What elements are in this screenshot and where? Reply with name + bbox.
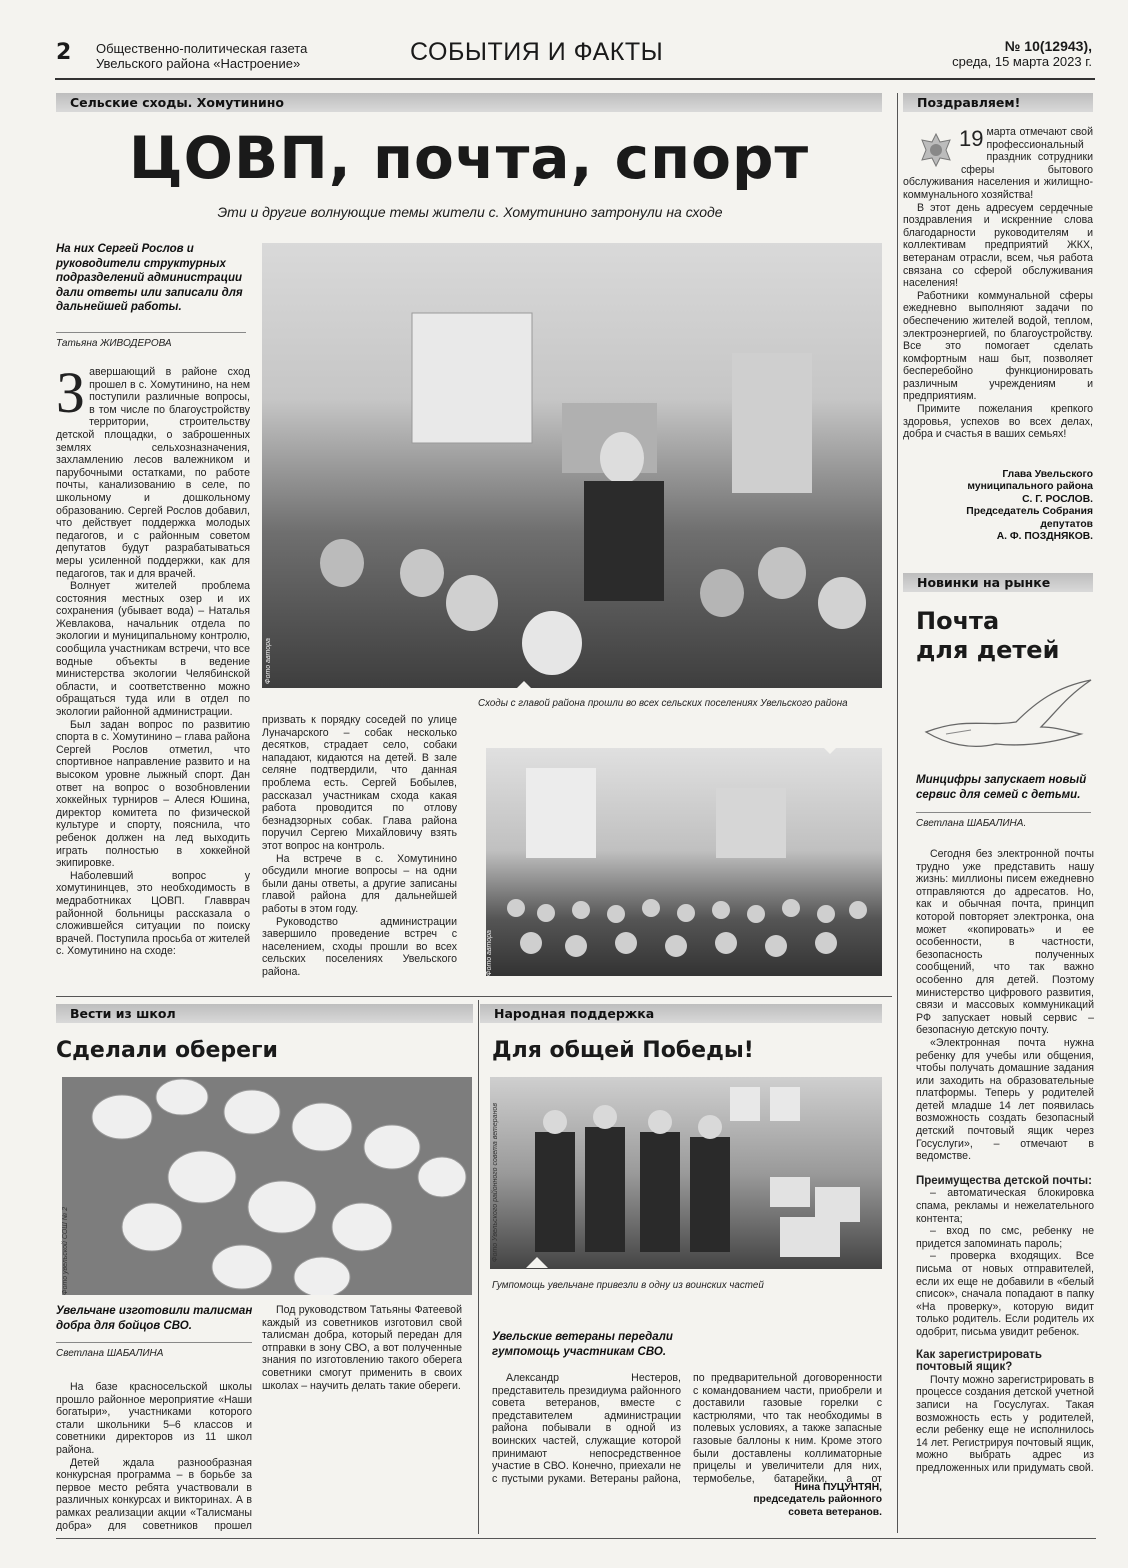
mail-title — [916, 607, 1059, 665]
mail-body — [916, 848, 1094, 1538]
congrats-paragraph-3: Работники коммунальной сферы ежедневно выполняют задачи по обеспечению жителей водой, теплом, электроэнергией, по благоустройству. Все это помогает сделать комфортным наш быт, позволяет бесперебойно функционировать различным учреждениям и предприятиям. — [903, 289, 1093, 403]
rubric-victory: Народная поддержка — [480, 1004, 882, 1023]
main-author: Татьяна ЖИВОДЕРОВА — [56, 338, 172, 349]
mail-paragraph-3: Почту можно зарегистрировать в процессе создания детской учетной записи на Госуслугах. Такая возможность есть у родителей, если ребенку еще не исполнилось 14 лет. Регистрируя почтовый ящик, можно выбрать адрес из предложенных или придумать свой. — [916, 1373, 1094, 1474]
dove-icon — [916, 672, 1096, 762]
amulets-paragraph-3: Под руководством Татьяны Фатеевой каждый из советников изготовил свой талисман добра, который передан для отправки в зону СВО, а вот полученные знания по изготовлению такого оберега советники смогут применить в своих школах – научить делать такие обереги. — [262, 1304, 462, 1392]
victory-signature — [692, 1482, 882, 1519]
congrats-paragraph-2: В этот день адресуем сердечные поздравления и искренние слова благодарности руководителям и коллективам предприятий ЖКХ, ветеранам отрасли, всем, чья работа связана со сферой обслуживания населения! — [903, 201, 1093, 290]
photo2-marker-icon — [818, 742, 842, 754]
mail-paragraph-2: «Электронная почта нужна ребенку для учебы или общения, чтобы получать домашние задания или заходить на образовательные платформы. Теперь у родителей детей младше 14 лет появилась возможность создать безопасный детский почтовый ящик через Госуслуги», – отмечают в ведомстве. — [916, 1036, 1094, 1163]
congrats-day: 19 — [959, 126, 984, 151]
amulets-author: Светлана ШАБАЛИНА — [56, 1348, 164, 1359]
victory-sign-name: Нина ПУЦУНТЯН, — [794, 1482, 882, 1493]
issue-date: среда, 15 марта 2023 г. — [952, 54, 1092, 69]
paper-name-line2: Увельского района «Настроение» — [96, 56, 301, 71]
amulets-photo-credit: Фото увельской СОШ № 2 — [62, 1206, 69, 1295]
sign2-role2: депутатов — [1040, 518, 1093, 530]
issue-number: № 10(12943), — [1004, 38, 1092, 54]
photo1-credit: Фото автора — [265, 638, 272, 684]
main-body-col2 — [262, 714, 457, 978]
section-title: СОБЫТИЯ И ФАКТЫ — [410, 38, 664, 66]
rubric-amulets: Вести из школ — [56, 1004, 473, 1023]
page-number: 2 — [56, 40, 72, 65]
dropcap: З — [56, 366, 86, 425]
audience-photo-image — [486, 748, 882, 976]
victory-title: Для общей Победы! — [492, 1038, 754, 1063]
photo1-caption: Сходы с главой района прошли во всех сельских поселениях Увельского района — [478, 698, 848, 709]
victory-photo — [490, 1077, 882, 1269]
main-paragraph-3: Был задан вопрос по развитию спорта в с. Хомутинино – глава района Сергей Рослов отметил, что спортивное направление развито и на высоком уровне лыжный спорт. Дан ответ на вопрос о возобновлении хоккейных турниров – Алеся Юшина, директор комитета по физической культуре и спорту, пояснила, что ребенок должен на лед выходить играть полностью в хоккейной экипировке. — [56, 718, 250, 870]
rubric-mail: Новинки на рынке — [903, 573, 1093, 592]
main-body-col1 — [56, 366, 250, 978]
congrats-paragraph-4: Примите пожелания крепкого здоровья, успехов во всех делах, добра и счастья в ваших семьях! — [903, 403, 1093, 441]
congrats-body — [903, 126, 1093, 466]
footer-rule — [56, 1538, 1096, 1539]
mail-title-line2: для детей — [916, 636, 1060, 664]
main-lead: На них Сергей Рослов и руководители структурных подразделений администрации дали ответы или записали для дальнейшей работы. — [56, 243, 243, 313]
mail-subheading-2: Как зарегистрировать почтовый ящик? — [916, 1348, 1042, 1374]
mail-author: Светлана ШАБАЛИНА. — [916, 818, 1027, 829]
sign1-role1: Глава Увельского — [1002, 469, 1093, 480]
victory-paragraph-1: Александр Нестеров, представитель президиума районного совета ветеранов, вместе с представителем администрации района побывали в одной из воинских частей, служащие которой принимают непосредственное участие в СВО. Конечно, приехали не с пустыми руками. Ветераны района, по предварительной договоренности с командованием части, приобрели и доставили газовые горелки с кастрюлями, что так необходимы в полевых условиях, а также запасные газовые баллоны к ним. Кроме этого были доставлены коллиматорные прицелы и увеличители для них, термобелье, батарейки, а от — [492, 1372, 882, 1485]
congrats-paragraph-1 — [903, 126, 1093, 202]
amulets-paragraph-1: На базе красносельской школы прошло районное мероприятие «Наши богатыри», участниками которого стали школьники 5–6 классов и советники директоров из 11 школ района. — [56, 1381, 252, 1456]
bottom-divider — [56, 996, 892, 997]
meeting-photo-image — [262, 243, 882, 688]
amulets-title: Сделали обереги — [56, 1038, 278, 1063]
photo-marker-icon — [512, 681, 536, 693]
main-paragraph-1 — [56, 366, 250, 580]
congrats-signatures — [903, 469, 1093, 543]
paper-name-line1: Общественно-политическая газета — [96, 41, 308, 56]
victory-lead: Увельские ветераны передали гумпомощь участникам СВО. — [492, 1331, 673, 1358]
rubric-main: Сельские сходы. Хомутинино — [56, 93, 882, 112]
mail-subheading-1: Преимущества детской почты: — [916, 1174, 1092, 1187]
main-paragraph-6: На встрече в с. Хомутинино обсудили многие вопросы – на одни были даны ответы, а другие записаны главой района для дальнейшей работы в этом году. — [262, 852, 457, 915]
victory-photo-caption: Гумпомощь увельчане привезли в одну из воинских частей — [492, 1280, 764, 1291]
victory-photo-image — [490, 1077, 882, 1269]
amulets-body-col2 — [262, 1304, 462, 1532]
main-subtitle: Эти и другие волнующие темы жители с. Хомутинино затронули на сходе — [217, 204, 723, 220]
audience-photo — [486, 748, 882, 976]
congrats-paragraph-1-text: марта отмечают свой профессиональный праздник сотрудники сферы бытового обслуживания населения и жилищно-коммунального хозяйства! — [903, 126, 1093, 201]
victory-sign-role2: совета ветеранов. — [788, 1506, 882, 1518]
mail-paragraph-1: Сегодня без электронной почты трудно уже представить нашу жизнь: миллионы писем ежедневно отправляются до адресатов. Но, как и обычная почта, принцип которой повторяет электронка, она может «копировать» и ее особенности, в частности, безопасность полученных сообщений, что так важно особенно для детей. Поэтому министерство цифрового развития, связи и массовых коммуникаций РФ запускает новый сервис – безопасную детскую почту. — [916, 848, 1094, 1037]
amulets-paragraph-2: Детей ждала разнообразная конкурсная программа – в борьбе за первое место ребята участвовали в различных конкурсах и викторинах. А в рамках реализации акции «Талисманы добра» для советников прошел — [56, 1456, 252, 1531]
mail-bullet-3: – проверка входящих. Все письма от новых отправителей, если их еще не добавили в «белый список», сначала попадают в папку «На проверку», которую видит только родитель. Если родитель их одобрит, письма увидит ребенок. — [916, 1250, 1094, 1338]
header-rule — [55, 78, 1095, 80]
main-paragraph-1-text: авершающий в районе сход прошел в с. Хомутинино, на нем поступили различные вопросы, в том числе по благоустройству территории, строительству детской площадки, о заброшенных землях сельхозназначения, захламлению лесов валежником и парубочными остатками, по работе почты, канализованию в селе, по школьному и дошкольному образованию. Сергей Рослов добавил, что действует поддержка молодых педагогов, и с районным советом депутатов будут разрабатываться меры усиленной поддержки, как для педагогов, так и для врачей. — [56, 366, 250, 580]
amulets-photo-image — [62, 1077, 472, 1295]
amulets-lead: Увельчане изготовили талисман добра для бойцов СВО. — [56, 1305, 253, 1332]
photo2-credit: Фото автора — [486, 930, 493, 976]
main-paragraph-5: призвать к порядку соседей по улице Луначарского – собак несколько десятков, страдает село, собаки нападают, кидаются на детей. В зале селяне подтвердили, что данная проблема есть. Сергей Бобылев, рассказал участникам схода какая работа проводится по отлову безнадзорных собак. Глава района поручил Сергею Михайловичу взять этот вопрос на контроль. — [262, 714, 457, 852]
paper-name — [96, 41, 307, 71]
main-paragraph-7: Руководство администрации завершило проведение встреч с населением, сходы прошли во всех сельских поселениях Увельского района. — [262, 915, 457, 978]
rubric-congrats: Поздравляем! — [903, 93, 1093, 112]
lead-divider — [56, 332, 246, 333]
amulets-photo — [62, 1077, 472, 1295]
mail-bullet-1: – автоматическая блокировка спама, рекламы и нежелательного контента; — [916, 1187, 1094, 1225]
mail-lead-divider — [916, 812, 1091, 813]
victory-sign-role1: председатель районного — [753, 1494, 882, 1506]
main-paragraph-2: Волнует жителей проблема состояния местных озер и их сохранения (убывает вода) – Наталья Жевлакова, начальник отдела по экологии и муниципальному контролю, сообщила участникам встречи, что все водные объекты в ведение министерства экологии Челябинской области, и соответственно можно обращаться туда или в отдел по экологии районной администрации. — [56, 580, 250, 719]
sign1-name: С. Г. РОСЛОВ. — [1022, 493, 1093, 505]
bottom-middle-divider — [478, 1000, 479, 1534]
sign2-name: А. Ф. ПОЗДНЯКОВ. — [996, 531, 1093, 543]
sign1-role2: муниципального района — [967, 481, 1093, 493]
right-col-divider — [897, 93, 898, 1533]
main-title: ЦОВП, почта, спорт — [128, 124, 810, 192]
sign2-role1: Председатель Собрания — [966, 506, 1093, 518]
meeting-photo — [262, 243, 882, 688]
victory-photo-credit: Фото Увельского районного совета ветеранов — [492, 1103, 499, 1262]
mail-title-line1: Почта — [916, 607, 1000, 635]
mail-bullet-2: – вход по смс, ребенку не придется запоминать пароль; — [916, 1225, 1094, 1250]
main-paragraph-4: Наболевший вопрос у хомутининцев, это необходимость в медработниках ЦОВП. Главврач районной больницы рассказала о сложившейся ситуации по поиску врачей. Поступила просьба от жителей с. Хомутинино на сходе: — [56, 869, 250, 958]
issue-info — [860, 38, 1092, 70]
victory-photo-marker-icon — [526, 1257, 548, 1268]
amulets-lead-divider — [56, 1342, 252, 1343]
mail-lead: Минцифры запускает новый сервис для семей с детьми. — [916, 774, 1087, 801]
amulets-body-col1 — [56, 1381, 252, 1531]
victory-body — [492, 1372, 882, 1490]
